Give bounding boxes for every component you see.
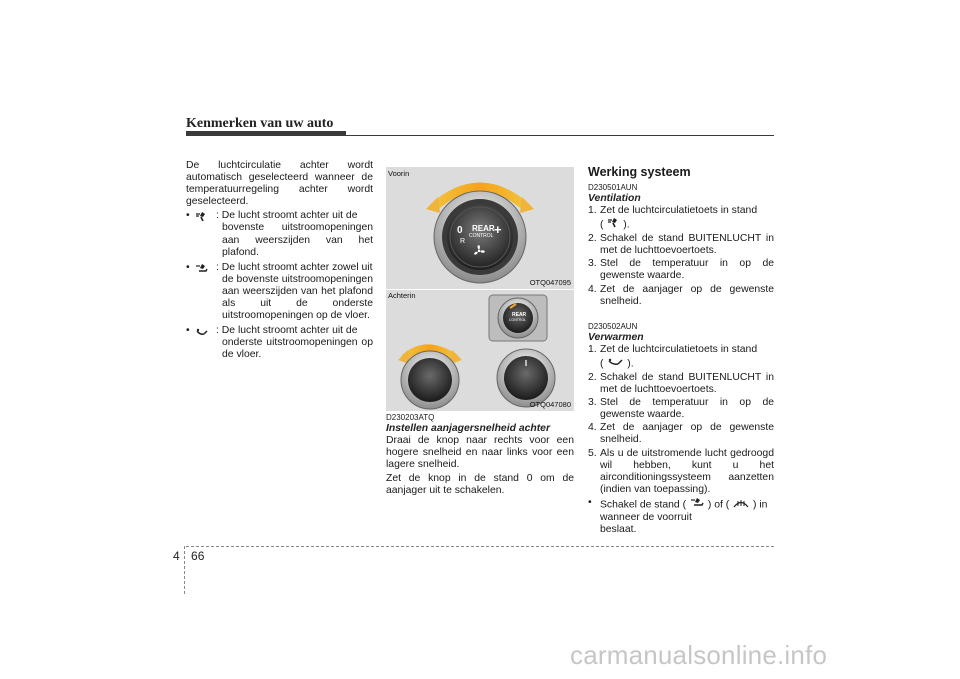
- defrost-icon: [732, 497, 750, 512]
- section-heading: Ventilation: [588, 193, 641, 204]
- list-item: 1. Zet de luchtcirculatietoets in stand ( ).: [588, 343, 758, 370]
- bullet-text-first: : De lucht stroomt achter uit de: [216, 325, 358, 337]
- list-item: 4. Zet de aanjager op de gewenste snelheid.: [588, 283, 774, 307]
- rear-control-figure: [386, 290, 574, 411]
- bullet-text-rest: bovenste uitstroomopeningen aan weerszijden van het plafond.: [222, 222, 373, 258]
- paragraph: Zet de knop in de stand 0 om de aanjager uit te schakelen.: [386, 473, 574, 497]
- left-column: [186, 160, 373, 362]
- figure-label-front: Voorin: [388, 169, 410, 178]
- floor-vent-icon: [606, 356, 624, 371]
- bullet-text-rest: de bovenste uitstroomopeningen aan weerszijden van het plafond als uit de onderste uitstroomopeningen op de vloer.: [222, 273, 373, 322]
- section-code: D230203ATQ: [386, 413, 435, 422]
- front-control-figure: [386, 167, 574, 289]
- list-item: • : De lucht stroomt achter uit de bovenste uitstroomopeningen aan weerszijden van het plafond.: [186, 210, 373, 258]
- rear-knob-text: REAR: [512, 312, 527, 318]
- footer-rule: [186, 546, 774, 547]
- knob-control-text: CONTROL: [469, 233, 494, 239]
- bullet-text-first: : De lucht stroomt achter uit de: [216, 210, 358, 222]
- list-item: 4. Zet de aanjager op de gewenste snelheid.: [588, 422, 774, 446]
- page-number-value: 66: [191, 549, 205, 563]
- bi-level-vent-icon: [194, 262, 216, 322]
- bi-level-vent-icon: [689, 497, 705, 512]
- header-rule: [186, 135, 774, 136]
- knob-plus-label: +: [494, 222, 502, 237]
- paragraph: Draai de knop naar rechts voor een hogere snelheid en naar links voor een lagere snelheid.: [386, 435, 574, 471]
- bullet-text-first: : De lucht stroomt achter zowel uit: [216, 261, 373, 273]
- rear-knob-control-text: CONTROL: [509, 318, 527, 322]
- page-number: [173, 549, 204, 563]
- page-header-title: Kenmerken van uw auto: [186, 116, 334, 131]
- knob-rear-text: REAR: [472, 224, 495, 233]
- list-item: • : De lucht stroomt achter zowel uit de bovenste uitstroomopeningen aan weerszijden van het plafond als uit de onderste uitstroomopeningen op de vloer.: [186, 261, 373, 322]
- face-vent-icon: [606, 217, 620, 232]
- list-item: 3. Stel de temperatuur in op de gewenste waarde.: [588, 397, 774, 421]
- middle-column: [386, 413, 574, 497]
- section-code: D230501AUN: [588, 183, 638, 192]
- list-item: 1. Zet de luchtcirculatietoets in stand ( ).: [588, 205, 758, 231]
- floor-vent-icon: [194, 325, 216, 361]
- watermark: carmanualsonline.info: [570, 640, 828, 670]
- figure-label-rear: Achterin: [388, 291, 416, 300]
- figure-code-rear: OTQ047080: [529, 400, 571, 409]
- list-item: 3. Stel de temperatuur in op de gewenste waarde.: [588, 258, 774, 282]
- rear-knobs-illustration: [386, 290, 574, 411]
- list-item: • Schakel de stand ( ) of ( ) in wanneer de voorruit beslaat.: [588, 496, 768, 536]
- section-code: D230502AUN: [588, 321, 638, 331]
- right-column: [588, 165, 774, 537]
- knob-zero-label: 0: [457, 225, 463, 236]
- intro-paragraph: De luchtcirculatie achter wordt automatisch geselecteerd wanneer de temperatuurregeling achter wordt geselecteerd.: [186, 160, 373, 208]
- section-heading: Verwarmen: [588, 331, 644, 343]
- list-item: 2. Schakel de stand BUITENLUCHT in met de luchttoevoertoets.: [588, 233, 774, 257]
- fan-icon: [473, 244, 485, 262]
- bullet-text-rest: onderste uitstroomopeningen op de vloer.: [222, 337, 373, 361]
- section-title: Werking systeem: [588, 165, 691, 179]
- knob-r-label: R: [460, 238, 466, 245]
- chapter-number: 4: [173, 549, 180, 563]
- list-item: 5. Als u de uitstromende lucht gedroogd wil hebben, kunt u het airconditioningssysteem aanzetten (indien van toepassing).: [588, 447, 774, 495]
- section-heading: Instellen aanjagersnelheid achter: [386, 423, 551, 434]
- list-item: • : De lucht stroomt achter uit de onderste uitstroomopeningen op de vloer.: [186, 325, 373, 361]
- list-item: 2. Schakel de stand BUITENLUCHT in met de luchttoevoertoets.: [588, 371, 774, 396]
- face-vent-icon: [194, 210, 216, 258]
- figure-code-front: OTQ047095: [529, 278, 571, 287]
